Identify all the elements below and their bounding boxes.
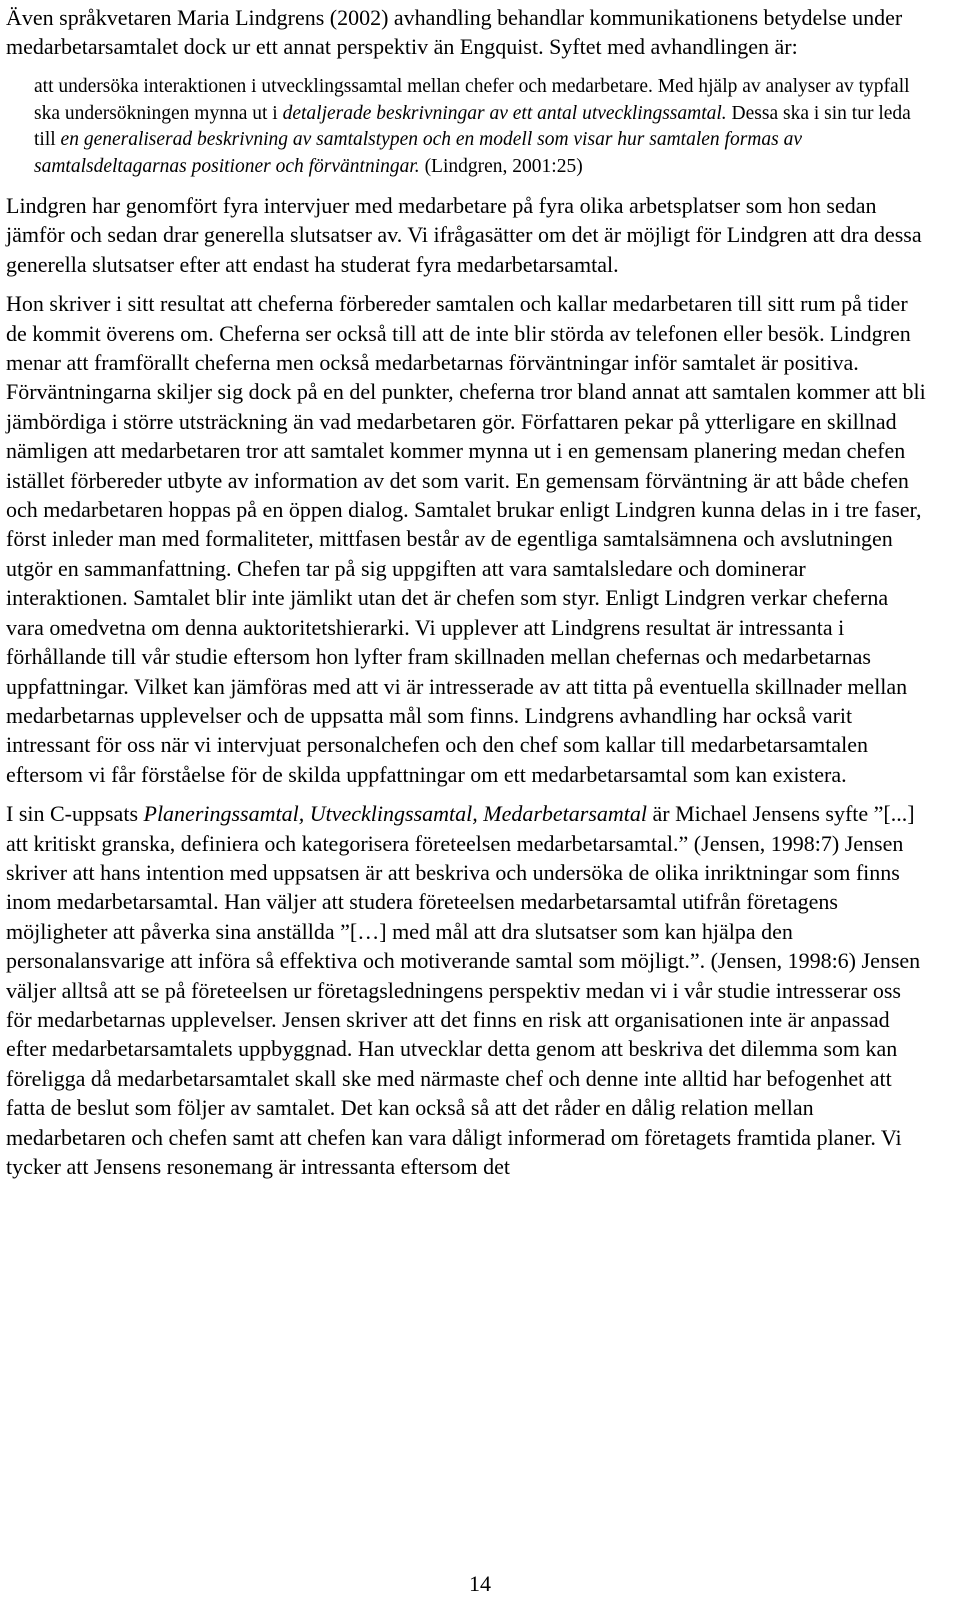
paragraph-jensen-intro: I sin C-uppsats xyxy=(6,801,144,827)
document-page xyxy=(6,0,926,1181)
page-number: 14 xyxy=(469,1571,491,1596)
intro-paragraph: Även språkvetaren Maria Lindgrens (2002) avhandling behandlar kommunikationens betydelse under medarbetarsamtalet dock ur ett annat perspektiv än Engquist. Syftet med avhandlingen är: xyxy=(6,5,903,60)
quote-italic-2: en generaliserad beskrivning av samtalstypen och en modell som visar hur samtalen formas av samtalsdeltagarnas positioner och förväntningar. xyxy=(34,129,802,178)
quote-citation: (Lindgren, 2001:25) xyxy=(419,156,583,178)
paragraph-lindgren-results: Hon skriver i sitt resultat att cheferna förbereder samtalen och kallar medarbetaren till sitt rum på tider de kommit överens om. Cheferna ser också till att de inte blir störda av telefonen eller besök. Lindgren menar att framförallt cheferna men också medarbetarnas förväntningar inför samtalet är positiva. Förväntningarna skiljer sig dock på en del punkter, cheferna tror bland annat att samtalen kommer att bli jämbördiga i större utsträckning än vad medarbetaren gör. Författaren pekar på ytterligare en skillnad nämligen att medarbetaren tror att samtalet kommer mynna ut i en gemensam planering medan chefen istället förbereder utbyte av information av det som varit. En gemensam förväntning är att både chefen och medarbetaren hoppas på en öppen dialog. Samtalet brukar enligt Lindgren kunna delas in i tre faser, först inleder man med formaliteter, mittfasen består av de egentliga samtalsämnena och avslutningen utgör en sammanfattning. Chefen tar på sig uppgiften att vara samtalsledare och dominerar interaktionen. Samtalet blir inte jämlikt utan det är chefen som styr. Enligt Lindgren verkar cheferna vara omedvetna om denna auktoritetshierarki. Vi upplever att Lindgrens resultat är intressanta i förhållande till vår studie eftersom hon lyfter fram skillnaden mellan chefernas och medarbetarnas uppfattningar. Vilket kan jämföras med att vi är intresserade av att titta på eventuella skillnader mellan medarbetarnas upplevelser och de uppsatta mål som finns. Lindgrens avhandling har också varit intressant för oss när vi intervjuat personalchefen och den chef som kallar till medarbetarsamtalen eftersom vi får förståelse för de skilda uppfattningar om ett medarbetarsamtal som kan existera. xyxy=(6,291,926,787)
quote-text-2: Dessa ska i sin tur leda till xyxy=(34,102,911,151)
paragraph-jensen-body: är Michael Jensens syfte ”[...] att kritiskt granska, definiera och kategorisera företeelsen medarbetarsamtal.” (Jensen, 1998:7) Jensen skriver att hans intention med uppsatsen är att beskriva och undersöka de olika inriktningar som finns inom medarbetarsamtal. Han väljer att studera företeelsen medarbetarsamtal utifrån företagens möjligheter att påverka sina anställda ”[…] med mål att dra slutsatser som kan hjälpa den personalansvarige att införa så effektiva och motiverande samtal som möjligt.”. (Jensen, 1998:6) Jensen väljer alltså att se på företeelsen ur företagsledningens perspektiv medan vi i vår studie intresserar oss för medarbetarnas upplevelser. Jensen skriver att det finns en risk att organisationen inte är anpassad efter medarbetarsamtalets uppbyggnad. Han utvecklar detta genom att beskriva det dilemma som kan föreligga då medarbetarsamtalet skall ske med närmaste chef och denne inte alltid har befogenhet att fatta de beslut som följer av samtalet. Det kan också så att det råder en dålig relation mellan medarbetaren och chefen samt att chefen kan vara dåligt informerad om företagets framtida planer. Vi tycker att Jensens resonemang är intressanta eftersom det xyxy=(6,801,921,1179)
quote-italic-1: detaljerade beskrivningar av ett antal utvecklingssamtal. xyxy=(282,102,727,124)
paragraph-lindgren-interviews: Lindgren har genomfört fyra intervjuer med medarbetare på fyra olika arbetsplatser som hon sedan jämför och sedan drar generella slutsatser av. Vi ifrågasätter om det är möjligt för Lindgren att dra dessa generella slutsatser efter att endast ha studerat fyra medarbetarsamtal. xyxy=(6,193,922,277)
paragraph-jensen xyxy=(6,799,926,1181)
block-quote xyxy=(34,74,924,181)
thesis-title: Planeringssamtal, Utvecklingssamtal, Medarbetarsamtal xyxy=(143,801,648,827)
quote-text-1: att undersöka interaktionen i utvecklingssamtal mellan chefer och medarbetare. Med hjälp av analyser av typfall ska undersökningen mynna ut i xyxy=(34,75,910,124)
